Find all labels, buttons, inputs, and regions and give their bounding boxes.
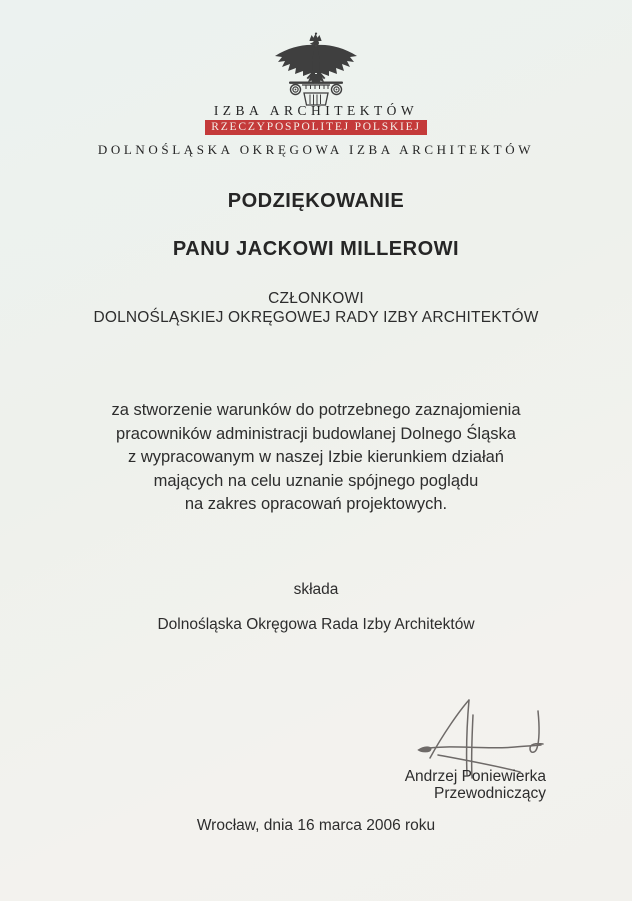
body-line: za stworzenie warunków do potrzebnego zaznajomienia: [111, 401, 521, 419]
regional-chamber-name: DOLNOŚLĄSKA OKRĘGOWA IZBA ARCHITEKTÓW: [97, 142, 535, 157]
body-line: mających na celu uznanie spójnego poglądu: [153, 471, 479, 490]
body-line: pracowników administracji budowlanej Dolnego Śląska: [116, 424, 516, 443]
closing-word: składa: [293, 581, 339, 598]
recipient-role-line1: CZŁONKOWI: [268, 290, 364, 307]
signer-title: Przewodniczący: [434, 784, 546, 802]
body-paragraph: [0, 399, 632, 517]
body-line: z wypracowanym w naszej Izbie kierunkiem działań: [128, 448, 504, 466]
place-and-date: Wrocław, dnia 16 marca 2006 roku: [196, 817, 436, 834]
signer-block: [405, 769, 546, 802]
org-country-banner: RZECZYPOSPOLITEJ POLSKIEJ: [205, 120, 427, 135]
org-name: IZBA ARCHITEKTÓW: [213, 103, 419, 118]
signer-name: Andrzej Poniewierka: [404, 768, 546, 785]
document-title: PODZIĘKOWANIE: [227, 190, 405, 212]
eagle-emblem-icon: [266, 32, 366, 106]
recipient-role-line2: DOLNOŚLĄSKIEJ OKRĘGOWEJ RADY IZBY ARCHITEKTÓW: [93, 308, 539, 326]
body-line: na zakres opracowań projektowych.: [184, 495, 448, 513]
issuer-name: Dolnośląska Okręgowa Rada Izby Architektów: [157, 616, 475, 633]
recipient-name: PANU JACKOWI MILLEROWI: [172, 238, 460, 260]
org-banner-wrap: [0, 117, 632, 135]
recipient-role: [0, 290, 632, 327]
